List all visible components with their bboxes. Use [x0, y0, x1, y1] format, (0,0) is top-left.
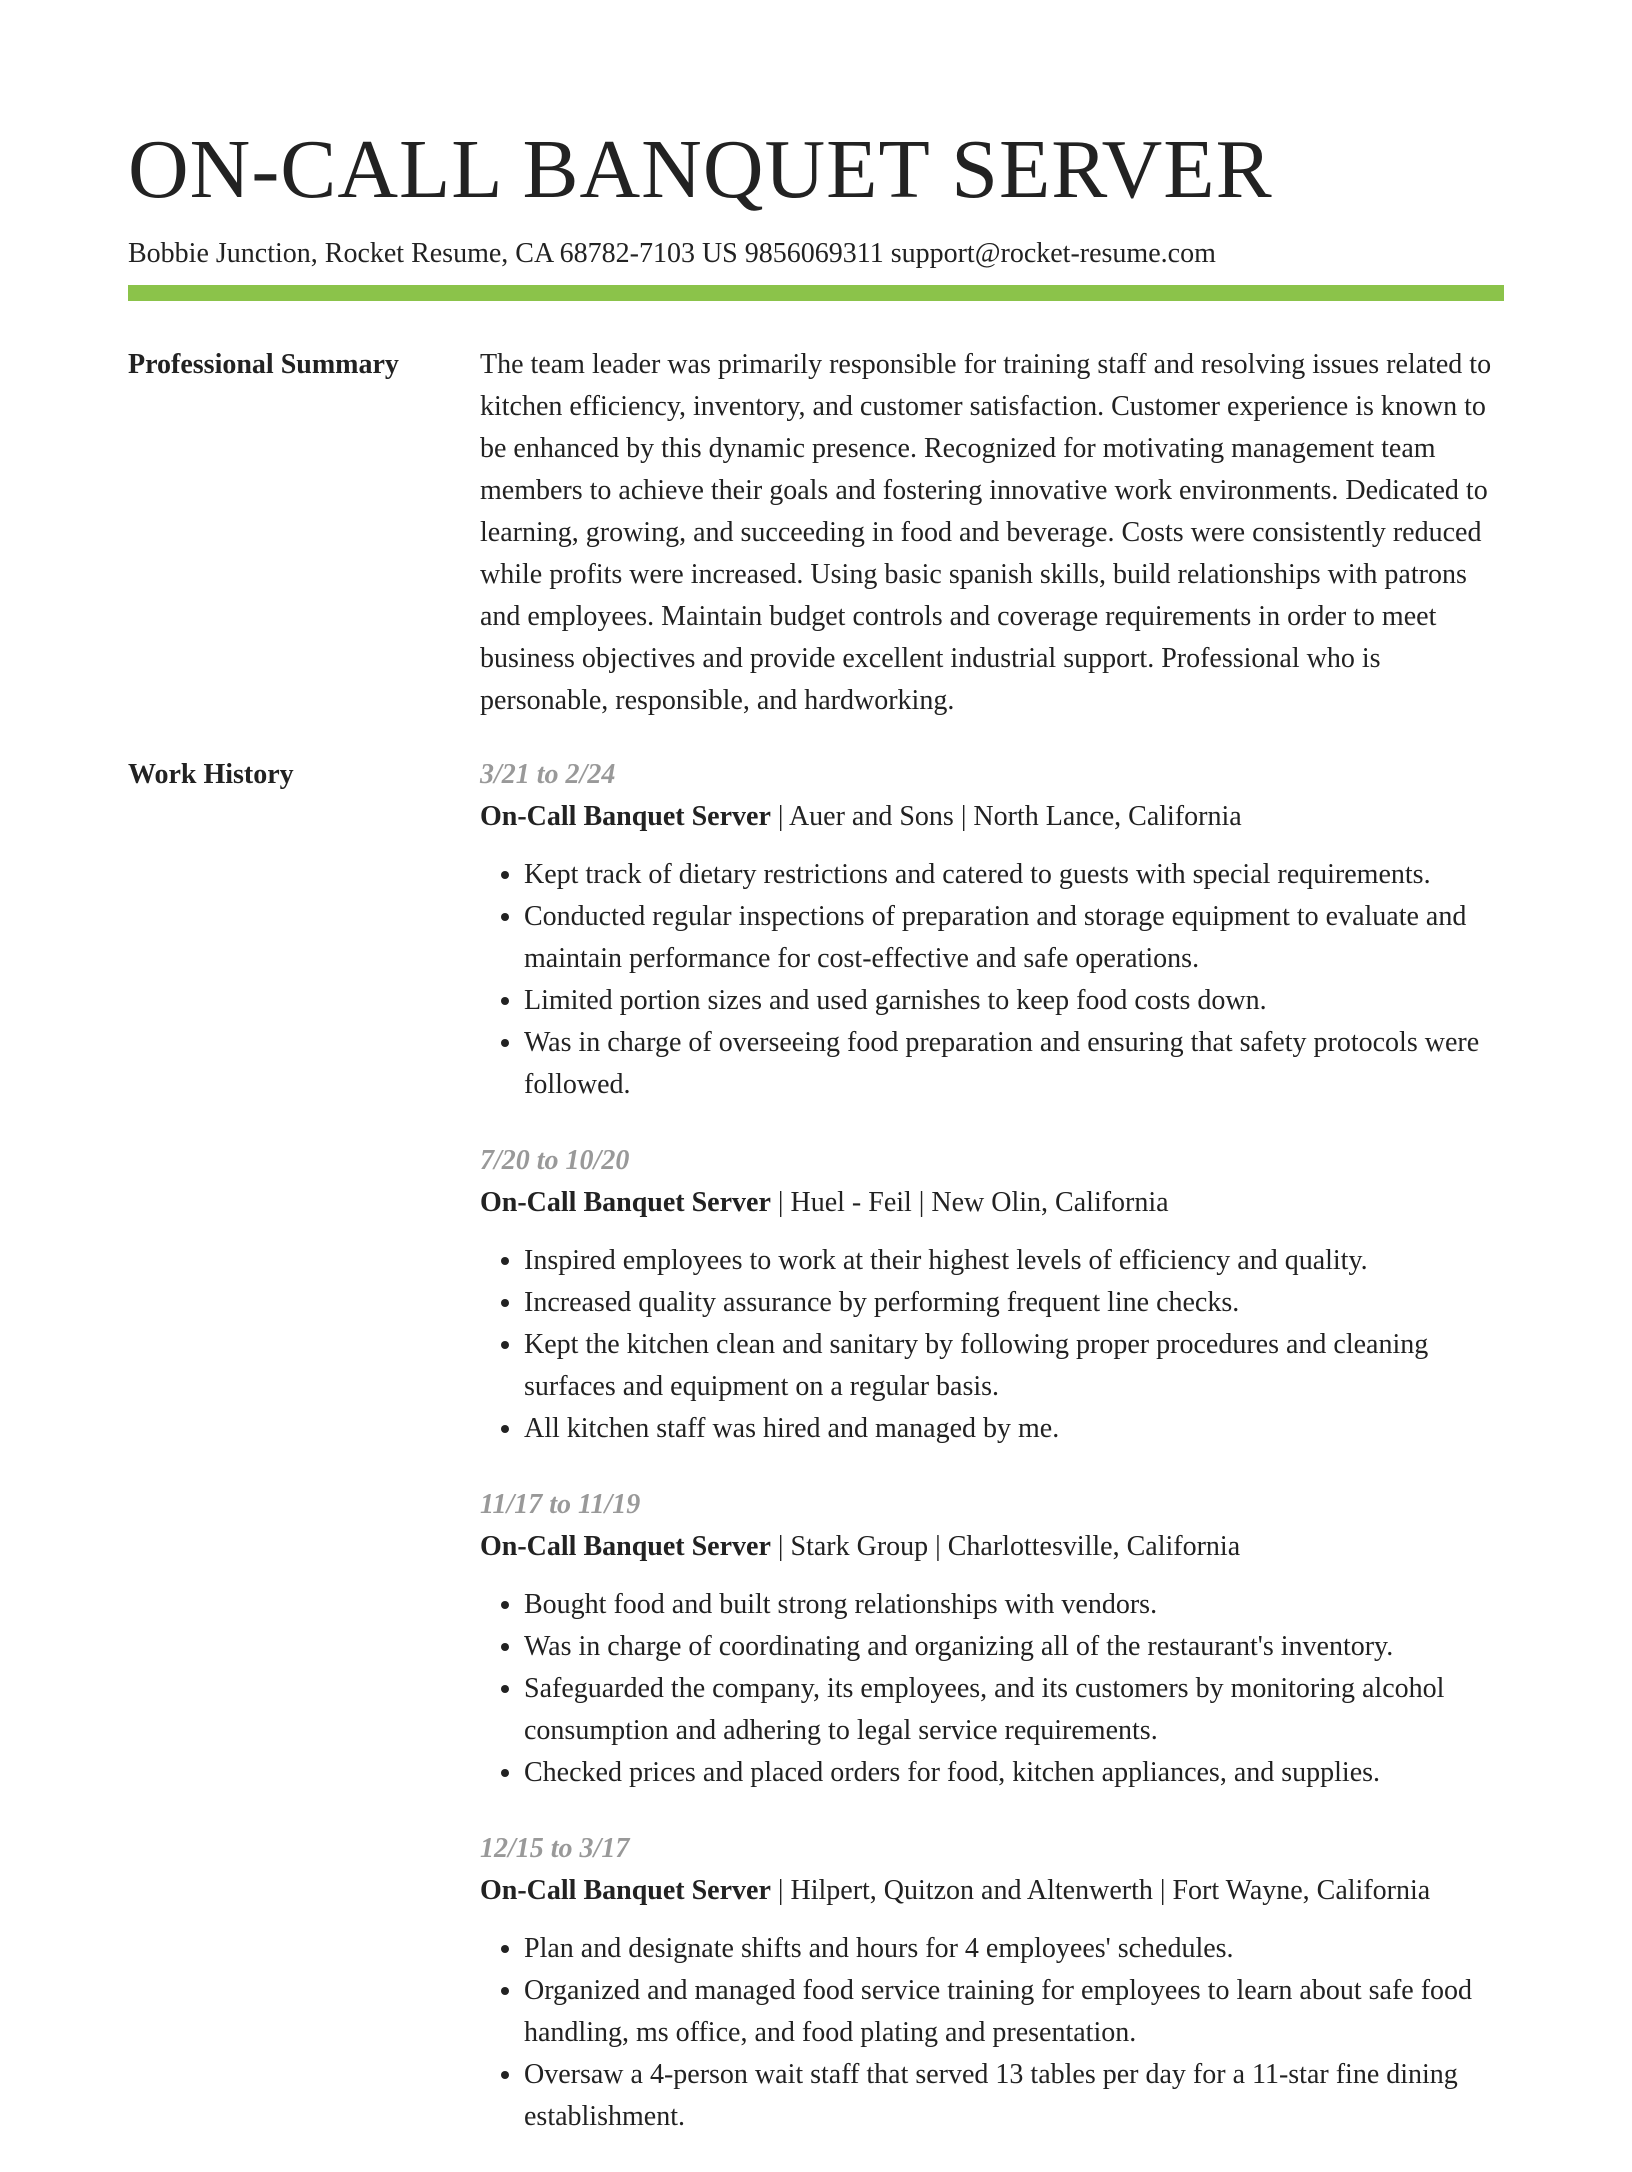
- job-bullet: • Checked prices and placed orders for food, kitchen appliances, and supplies.: [524, 1752, 1504, 1794]
- job-bullet: • Organized and managed food service training for employees to learn about safe food handling, ms office, and food plating and presentation.: [524, 1970, 1504, 2054]
- resume-header: [128, 118, 1504, 274]
- job-title: On-Call Banquet Server: [480, 801, 771, 832]
- job-entry: [480, 1140, 1504, 1450]
- job-title: On-Call Banquet Server: [480, 1187, 771, 1218]
- job-entry: [480, 1828, 1504, 2138]
- job-dates: 12/15 to 3/17: [480, 1833, 630, 1864]
- summary-text: The team leader was primarily responsible for training staff and resolving issues related to kitchen efficiency, inventory, and customer satisfaction. Customer experience is known to be enhanced by this dynamic presence. Recognized for motivating management team members to achieve their goals and fostering innovative work environments. Dedicated to learning, growing, and succeeding in food and beverage. Costs were consistently reduced while profits were increased. Using basic spanish skills, build relationships with patrons and employees. Maintain budget controls and coverage requirements in order to meet business objectives and provide excellent industrial support. Professional who is personable, responsible, and hardworking.: [480, 349, 1492, 716]
- job-bullet: • Was in charge of coordinating and organizing all of the restaurant's inventory.: [524, 1626, 1504, 1668]
- job-heading: [480, 1182, 1504, 1224]
- job-details: | Stark Group | Charlottesville, California: [770, 1531, 1241, 1562]
- job-heading: [480, 796, 1504, 838]
- job-bullet: • Safeguarded the company, its employees, and its customers by monitoring alcohol consumption and adhering to legal service requirements.: [524, 1668, 1504, 1752]
- job-details: | Huel - Feil | New Olin, California: [770, 1187, 1169, 1218]
- job-title: On-Call Banquet Server: [480, 1531, 771, 1562]
- candidate-name: ON-CALL BANQUET SERVER: [128, 123, 1273, 216]
- job-bullet: • Was in charge of overseeing food preparation and ensuring that safety protocols were followed.: [524, 1022, 1504, 1106]
- work-history-heading: Work History: [128, 759, 294, 790]
- job-bullet: • Kept the kitchen clean and sanitary by following proper procedures and cleaning surfaces and equipment on a regular basis.: [524, 1324, 1504, 1408]
- job-bullet: • Plan and designate shifts and hours for 4 employees' schedules.: [524, 1928, 1504, 1970]
- summary-body: [480, 344, 1504, 722]
- contact-info: Bobbie Junction, Rocket Resume, CA 68782-7103 US 9856069311 support@rocket-resume.com: [128, 238, 1216, 269]
- job-bullet: • Oversaw a 4-person wait staff that served 13 tables per day for a 11-star fine dining establishment.: [524, 2054, 1504, 2138]
- job-dates: 7/20 to 10/20: [480, 1145, 630, 1176]
- job-bullet: • Conducted regular inspections of preparation and storage equipment to evaluate and maintain performance for cost-effective and safe operations.: [524, 896, 1504, 980]
- job-bullet-list: [480, 854, 1504, 1106]
- job-bullet: • All kitchen staff was hired and managed by me.: [524, 1408, 1504, 1450]
- summary-heading: Professional Summary: [128, 349, 399, 380]
- job-details: | Auer and Sons | North Lance, California: [770, 801, 1242, 832]
- job-bullet: • Increased quality assurance by performing frequent line checks.: [524, 1282, 1504, 1324]
- job-bullet: • Inspired employees to work at their highest levels of efficiency and quality.: [524, 1240, 1504, 1282]
- job-bullet: • Limited portion sizes and used garnishes to keep food costs down.: [524, 980, 1504, 1022]
- job-heading: [480, 1870, 1504, 1912]
- job-bullet: • Bought food and built strong relationships with vendors.: [524, 1584, 1504, 1626]
- job-entry: [480, 1484, 1504, 1794]
- header-divider: [128, 285, 1504, 301]
- job-bullet-list: [480, 1928, 1504, 2138]
- job-dates: 11/17 to 11/19: [480, 1489, 641, 1520]
- job-entry: [480, 754, 1504, 1106]
- job-bullet-list: [480, 1240, 1504, 1450]
- job-title: On-Call Banquet Server: [480, 1875, 771, 1906]
- work-history-body: [480, 754, 1504, 2172]
- job-bullet-list: [480, 1584, 1504, 1794]
- job-dates: 3/21 to 2/24: [480, 759, 616, 790]
- job-details: | Hilpert, Quitzon and Altenwerth | Fort Wayne, California: [770, 1875, 1431, 1906]
- job-bullet: • Kept track of dietary restrictions and catered to guests with special requirements.: [524, 854, 1504, 896]
- job-heading: [480, 1526, 1504, 1568]
